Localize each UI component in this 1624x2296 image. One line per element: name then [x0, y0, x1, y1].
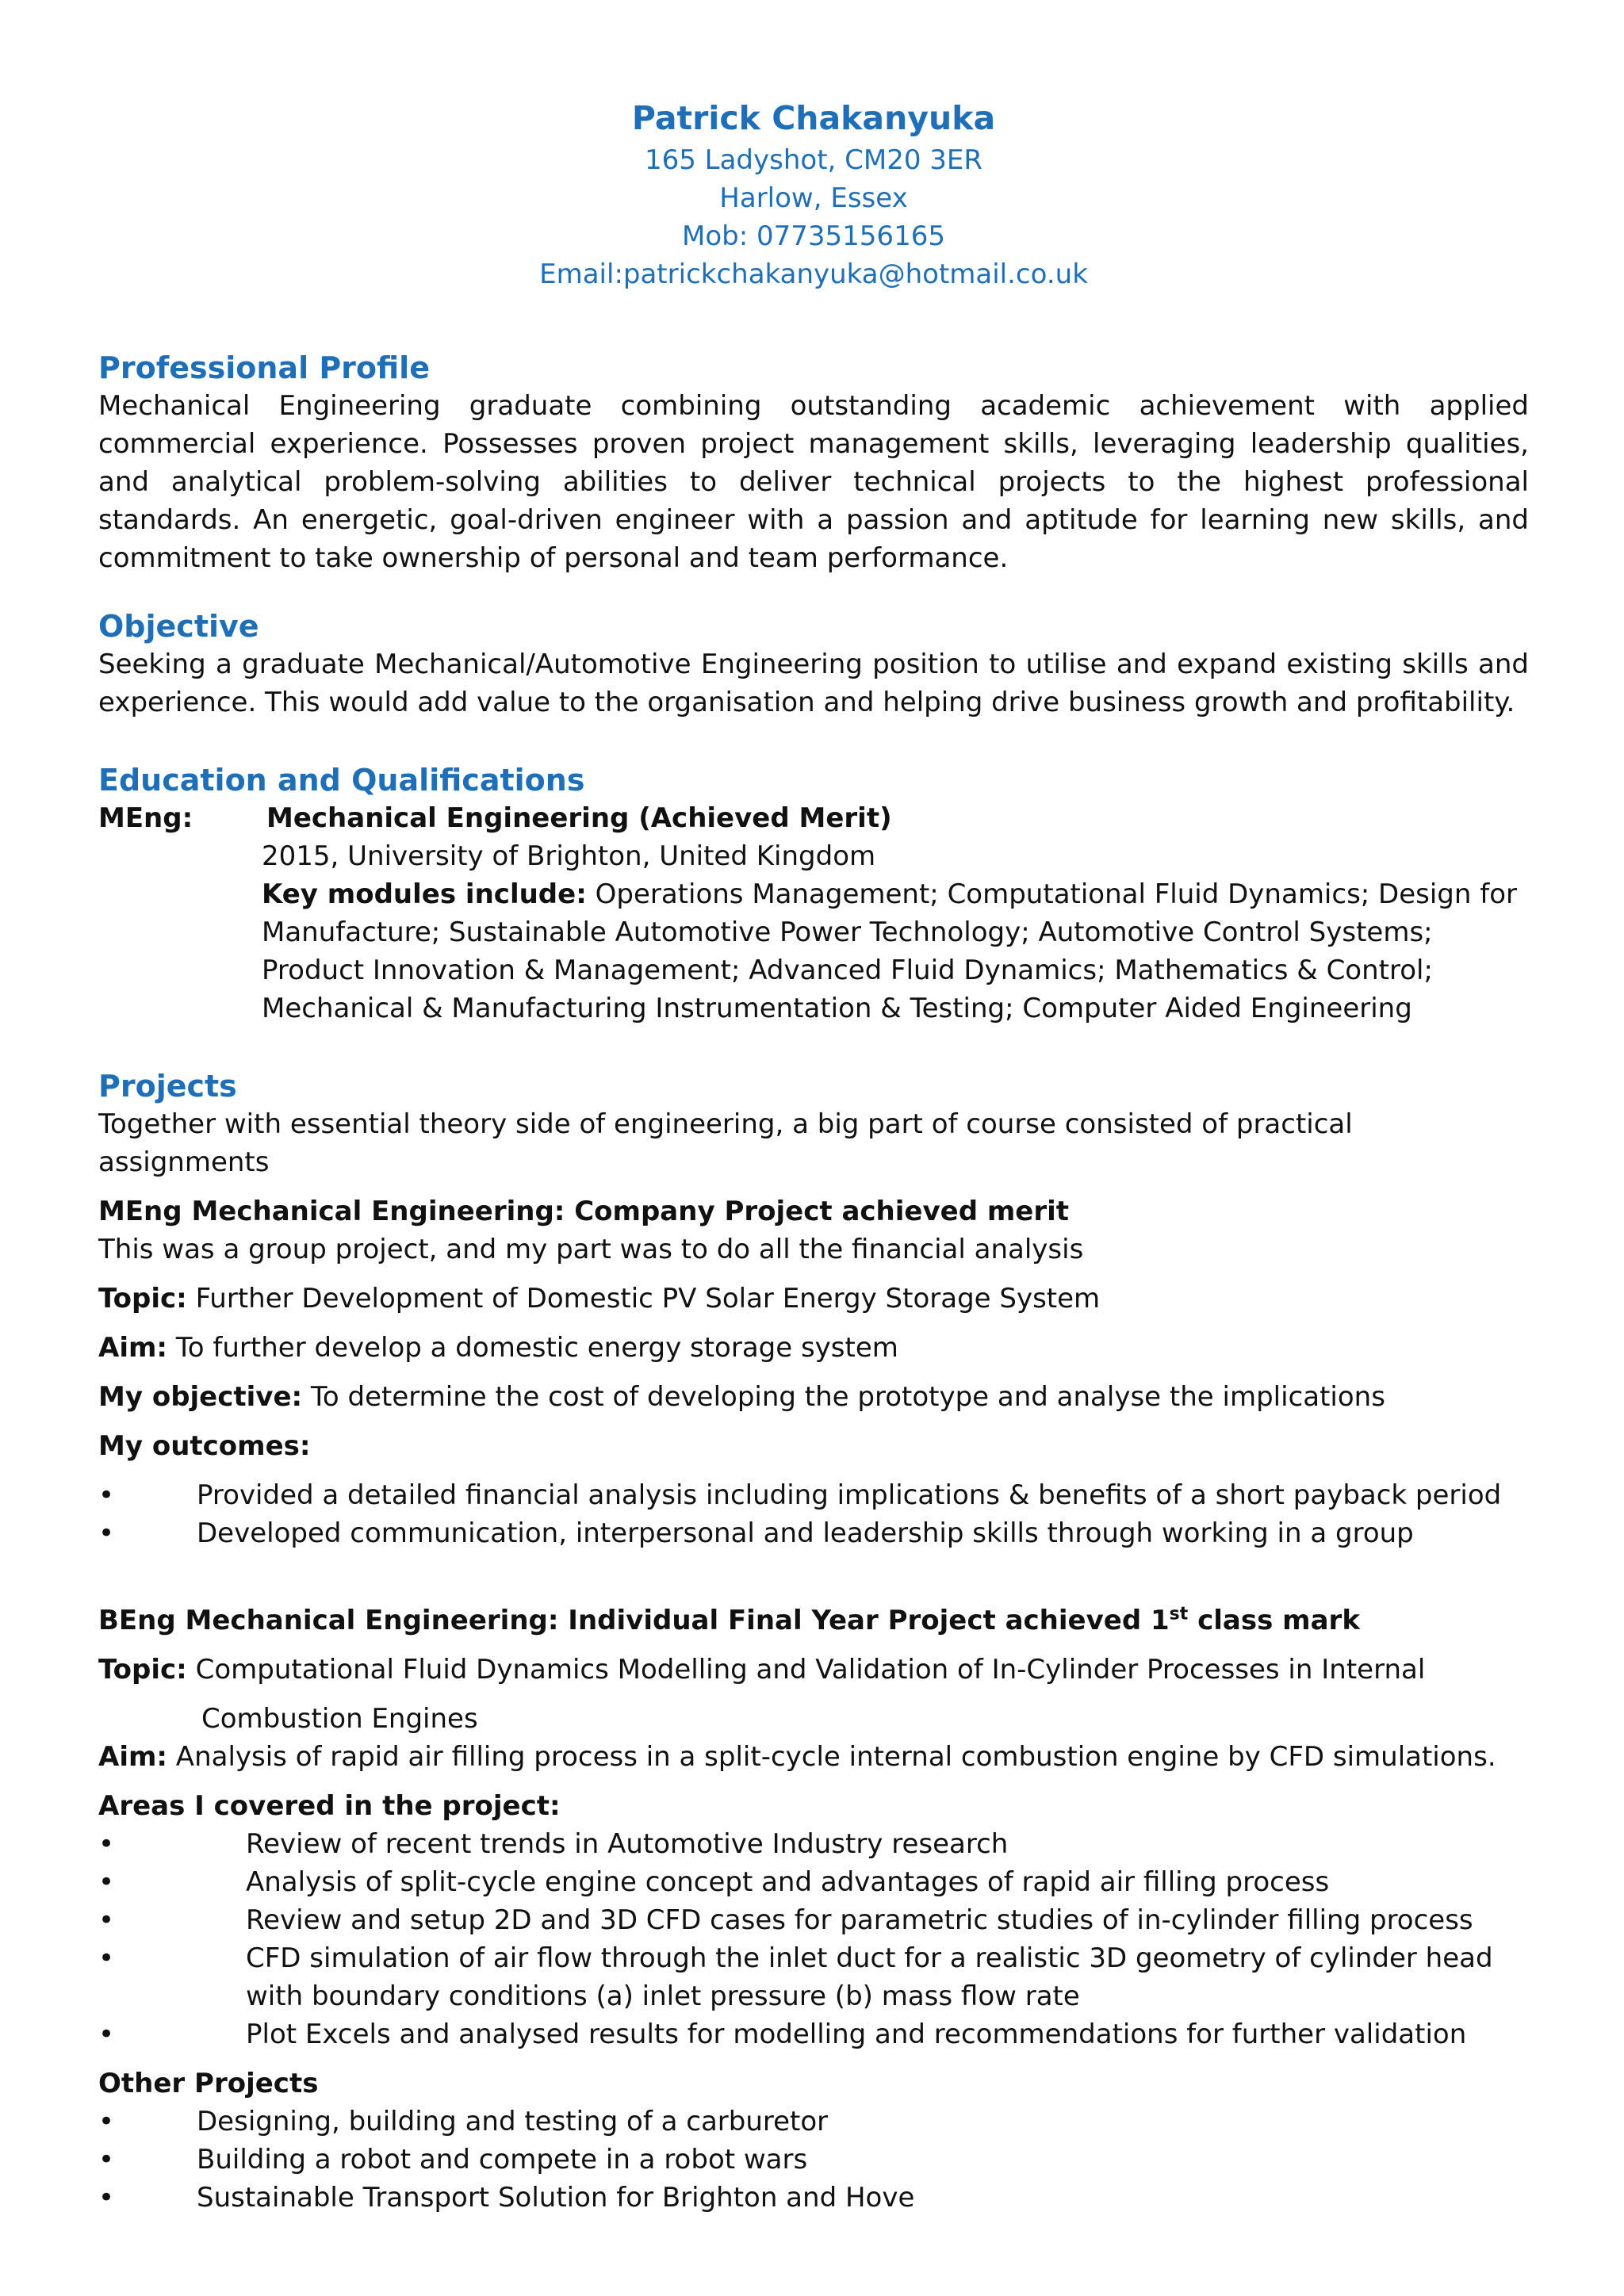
meng-objective-label: My objective: — [98, 1381, 303, 1413]
list-item — [98, 2179, 1529, 2217]
beng-topic-continued: Combustion Engines — [201, 1703, 478, 1735]
candidate-name: Patrick Chakanyuka — [631, 99, 996, 137]
degree-year-institution: 2015, University of Brighton, United Kingdom — [262, 840, 876, 872]
degree-row — [98, 799, 1529, 837]
beng-areas-list — [98, 1825, 1529, 2053]
meng-topic-label: Topic: — [98, 1283, 187, 1314]
meng-topic-text: Further Development of Domestic PV Solar Energy Storage System — [186, 1283, 1101, 1314]
mobile-number: Mob: 07735156165 — [682, 220, 945, 252]
modules-line-1 — [262, 875, 1529, 913]
beng-topic — [98, 1651, 1529, 1689]
address-line-2: Harlow, Essex — [719, 182, 908, 214]
beng-topic-text: Computational Fluid Dynamics Modelling and Validation of In-Cylinder Processes in Internal — [186, 1654, 1426, 1686]
profile-text: Mechanical Engineering graduate combining outstanding academic achievement with applied commercial experience. Possesses proven project management skills, leveraging leadership qualities, and analytical problem-solving abilities to deliver technical projects to the highest professional standards. An energetic, goal-driven engineer with a passion and aptitude for learning new skills, and commitment to take ownership of personal and team performance. — [98, 390, 1529, 574]
beng-aim — [98, 1738, 1529, 1776]
email-address: Email:patrickchakanyuka@hotmail.co.uk — [539, 258, 1088, 290]
list-item — [98, 2015, 1529, 2053]
beng-areas-label: Areas I covered in the project: — [98, 1790, 561, 1822]
modules-label: Key modules include: — [262, 878, 587, 910]
beng-topic-label: Topic: — [98, 1654, 187, 1686]
meng-aim-text: To further develop a domestic energy storage system — [167, 1332, 898, 1364]
list-item-text: Review of recent trends in Automotive Industry research — [246, 1828, 1009, 1860]
list-item-text: Review and setup 2D and 3D CFD cases for parametric studies of in-cylinder filling process — [246, 1904, 1473, 1936]
beng-aim-label: Aim: — [98, 1741, 167, 1773]
meng-aim-label: Aim: — [98, 1332, 167, 1364]
beng-aim-text: Analysis of rapid air filling process in a split-cycle internal combustion engine by CFD simulations. — [167, 1741, 1496, 1773]
bullet-icon: • — [98, 1866, 115, 1898]
other-projects-heading: Other Projects — [98, 2068, 319, 2099]
objective-heading: Objective — [98, 609, 259, 644]
list-item — [98, 1939, 1529, 2015]
list-item — [98, 2141, 1529, 2179]
beng-heading-end: class mark — [1188, 1605, 1360, 1636]
contact-header — [98, 95, 1529, 293]
list-item-text: CFD simulation of air flow through the inlet duct for a realistic 3D geometry of cylinder head with boundary conditions (a) inlet pressure (b) mass flow rate — [246, 1942, 1493, 2012]
bullet-icon: • — [98, 2106, 115, 2137]
list-item-text: Sustainable Transport Solution for Brighton and Hove — [197, 2182, 915, 2214]
meng-objective — [98, 1378, 1529, 1416]
profile-heading: Professional Profile — [98, 350, 430, 385]
modules-line-2: Manufacture; Sustainable Automotive Power Technology; Automotive Control Systems; — [262, 916, 1433, 948]
meng-topic — [98, 1280, 1529, 1318]
meng-outcomes-label: My outcomes: — [98, 1430, 311, 1462]
bullet-icon: • — [98, 1904, 115, 1936]
modules-line-4: Mechanical & Manufacturing Instrumentation & Testing; Computer Aided Engineering — [262, 993, 1412, 1024]
list-item — [98, 1863, 1529, 1901]
objective-text: Seeking a graduate Mechanical/Automotive Engineering position to utilise and expand existing skills and experience. This would add value to the organisation and helping drive business growth and profitability. — [98, 649, 1529, 718]
degree-label: MEng: — [98, 802, 193, 834]
list-item-text: Developed communication, interpersonal and leadership skills through working in a group — [197, 1517, 1414, 1549]
list-item — [98, 1825, 1529, 1863]
bullet-icon: • — [98, 1828, 115, 1860]
modules-text-1: Operations Management; Computational Fluid Dynamics; Design for — [586, 878, 1517, 910]
bullet-icon: • — [98, 2019, 115, 2050]
list-item — [98, 1476, 1529, 1514]
beng-project-heading — [98, 1601, 1529, 1640]
list-item-text: Designing, building and testing of a carburetor — [197, 2106, 829, 2137]
cv-page — [98, 95, 1529, 2217]
bullet-icon: • — [98, 1479, 115, 1511]
bullet-icon: • — [98, 1517, 115, 1549]
degree-details — [262, 837, 1529, 1027]
bullet-icon: • — [98, 2182, 115, 2214]
beng-heading-main: BEng Mechanical Engineering: Individual Final Year Project achieved 1 — [98, 1605, 1170, 1636]
degree-title: Mechanical Engineering (Achieved Merit) — [266, 802, 892, 834]
modules-line-3: Product Innovation & Management; Advanced Fluid Dynamics; Mathematics & Control; — [262, 955, 1433, 986]
address-line-1: 165 Ladyshot, CM20 3ER — [644, 144, 983, 176]
other-projects-list — [98, 2103, 1529, 2217]
projects-heading: Projects — [98, 1069, 237, 1104]
beng-heading-sup: st — [1169, 1604, 1189, 1624]
meng-aim — [98, 1329, 1529, 1367]
projects-intro: Together with essential theory side of engineering, a big part of course consisted of practical assignments — [98, 1108, 1353, 1178]
list-item-text: Provided a detailed financial analysis including implications & benefits of a short payback period — [197, 1479, 1502, 1511]
meng-objective-text: To determine the cost of developing the prototype and analyse the implications — [302, 1381, 1385, 1413]
education-heading: Education and Qualifications — [98, 763, 585, 798]
meng-project-heading: MEng Mechanical Engineering: Company Project achieved merit — [98, 1196, 1070, 1227]
list-item-text: Plot Excels and analysed results for modelling and recommendations for further validation — [246, 2019, 1467, 2050]
bullet-icon: • — [98, 2144, 115, 2175]
list-item-text: Building a robot and compete in a robot wars — [197, 2144, 808, 2175]
list-item — [98, 1901, 1529, 1939]
meng-project-description: This was a group project, and my part was to do all the financial analysis — [98, 1234, 1084, 1265]
list-item-text: Analysis of split-cycle engine concept and advantages of rapid air filling process — [246, 1866, 1330, 1898]
list-item — [98, 2103, 1529, 2141]
bullet-icon: • — [98, 1942, 115, 1974]
meng-outcomes-list — [98, 1476, 1529, 1552]
list-item — [98, 1514, 1529, 1552]
